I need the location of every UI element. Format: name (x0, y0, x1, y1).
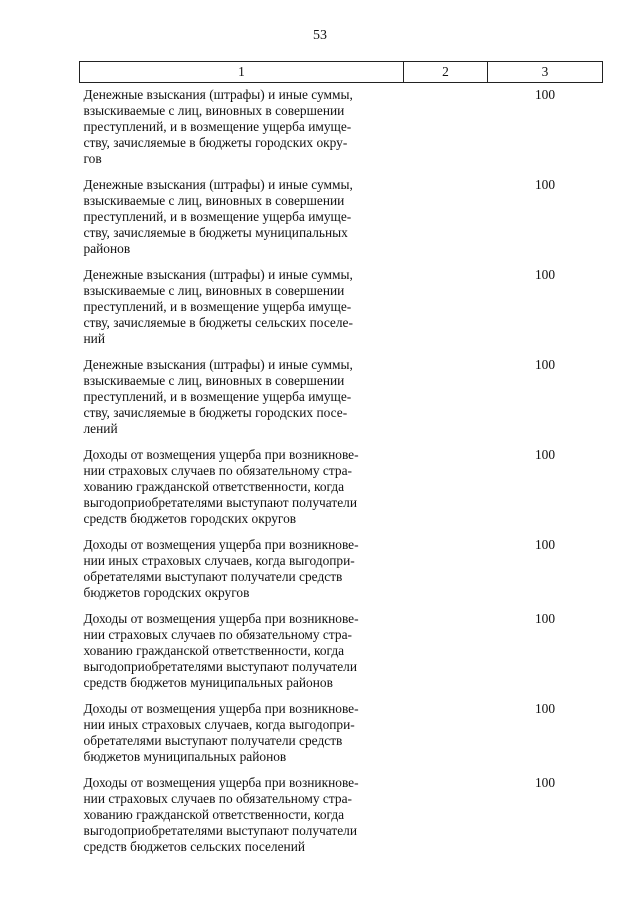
description-line: ству, зачисляемые в бюджеты городских посе- (83, 405, 348, 420)
revenue-code (404, 83, 488, 174)
description-line: гов (83, 151, 102, 166)
table-row (80, 443, 603, 533)
description-line: хованию гражданской ответственности, когда (83, 643, 345, 658)
description-line: ству, зачисляемые в бюджеты городских окру- (83, 135, 348, 150)
revenue-percent: 100 (534, 357, 556, 372)
revenue-percent: 100 (534, 775, 556, 790)
description-line: взыскиваемые с лиц, виновных в совершении (83, 373, 345, 388)
description-line: выгодоприобретателями выступают получатели (83, 659, 358, 674)
revenue-description (80, 443, 404, 533)
description-line: средств бюджетов городских округов (83, 511, 297, 526)
description-line: выгодоприобретателями выступают получатели (83, 823, 358, 838)
revenue-code (404, 771, 488, 861)
column-header-3: 3 (488, 62, 603, 83)
description-line: нии страховых случаев по обязательному стра- (83, 463, 352, 478)
revenue-percent: 100 (534, 447, 556, 462)
description-line: Денежные взыскания (штрафы) и иные суммы, (83, 177, 353, 192)
table-row (80, 607, 603, 697)
description-line: Доходы от возмещения ущерба при возникнове- (83, 775, 359, 790)
description-line: преступлений, и в возмещение ущерба имуще- (83, 389, 352, 404)
description-line: обретателями выступают получатели средств (83, 733, 343, 748)
description-line: Доходы от возмещения ущерба при возникнове- (83, 537, 359, 552)
table-row (80, 173, 603, 263)
revenue-description (80, 353, 404, 443)
revenue-code (404, 443, 488, 533)
table-row (80, 533, 603, 607)
revenue-table (79, 61, 602, 861)
revenue-percent: 100 (534, 611, 556, 626)
description-line: бюджетов городских округов (83, 585, 250, 600)
description-line: обретателями выступают получатели средств (83, 569, 343, 584)
revenue-code (404, 263, 488, 353)
revenue-code (404, 697, 488, 771)
revenue-description (80, 173, 404, 263)
revenue-description (80, 771, 404, 861)
description-line: Денежные взыскания (штрафы) и иные суммы, (83, 267, 353, 282)
description-line: Доходы от возмещения ущерба при возникнове- (83, 701, 359, 716)
revenue-code (404, 533, 488, 607)
table-row (80, 83, 603, 174)
revenue-table-grid (79, 61, 603, 861)
page-number: 53 (313, 28, 327, 43)
description-line: ству, зачисляемые в бюджеты муниципальных (83, 225, 348, 240)
revenue-code (404, 173, 488, 263)
description-line: взыскиваемые с лиц, виновных в совершении (83, 283, 345, 298)
revenue-description (80, 83, 404, 174)
table-row (80, 771, 603, 861)
table-header-row (80, 62, 603, 83)
description-line: нии страховых случаев по обязательному стра- (83, 791, 352, 806)
revenue-percent: 100 (534, 537, 556, 552)
description-line: Доходы от возмещения ущерба при возникнове- (83, 447, 359, 462)
description-line: ству, зачисляемые в бюджеты сельских поселе- (83, 315, 353, 330)
revenue-description (80, 533, 404, 607)
table-row (80, 353, 603, 443)
revenue-description (80, 607, 404, 697)
revenue-percent: 100 (534, 87, 556, 102)
column-header-2: 2 (404, 62, 488, 83)
column-header-1: 1 (80, 62, 404, 83)
revenue-percent: 100 (534, 701, 556, 716)
description-line: районов (83, 241, 131, 256)
description-line: нии страховых случаев по обязательному стра- (83, 627, 352, 642)
table-body (80, 83, 603, 862)
revenue-code (404, 353, 488, 443)
description-line: преступлений, и в возмещение ущерба имуще- (83, 209, 352, 224)
description-line: нии иных страховых случаев, когда выгодопри- (83, 717, 355, 732)
revenue-description (80, 263, 404, 353)
description-line: лений (83, 421, 118, 436)
description-line: преступлений, и в возмещение ущерба имуще- (83, 119, 352, 134)
description-line: Денежные взыскания (штрафы) и иные суммы, (83, 87, 353, 102)
description-line: ний (83, 331, 105, 346)
revenue-description (80, 697, 404, 771)
revenue-code (404, 607, 488, 697)
table-row (80, 263, 603, 353)
description-line: Денежные взыскания (штрафы) и иные суммы, (83, 357, 353, 372)
description-line: взыскиваемые с лиц, виновных в совершении (83, 103, 345, 118)
description-line: средств бюджетов сельских поселений (83, 839, 306, 854)
description-line: бюджетов муниципальных районов (83, 749, 287, 764)
revenue-percent: 100 (534, 177, 556, 192)
description-line: хованию гражданской ответственности, когда (83, 807, 345, 822)
description-line: взыскиваемые с лиц, виновных в совершении (83, 193, 345, 208)
description-line: выгодоприобретателями выступают получатели (83, 495, 358, 510)
description-line: хованию гражданской ответственности, когда (83, 479, 345, 494)
description-line: нии иных страховых случаев, когда выгодопри- (83, 553, 355, 568)
description-line: преступлений, и в возмещение ущерба имуще- (83, 299, 352, 314)
revenue-percent: 100 (534, 267, 556, 282)
description-line: средств бюджетов муниципальных районов (83, 675, 333, 690)
description-line: Доходы от возмещения ущерба при возникнове- (83, 611, 359, 626)
table-row (80, 697, 603, 771)
